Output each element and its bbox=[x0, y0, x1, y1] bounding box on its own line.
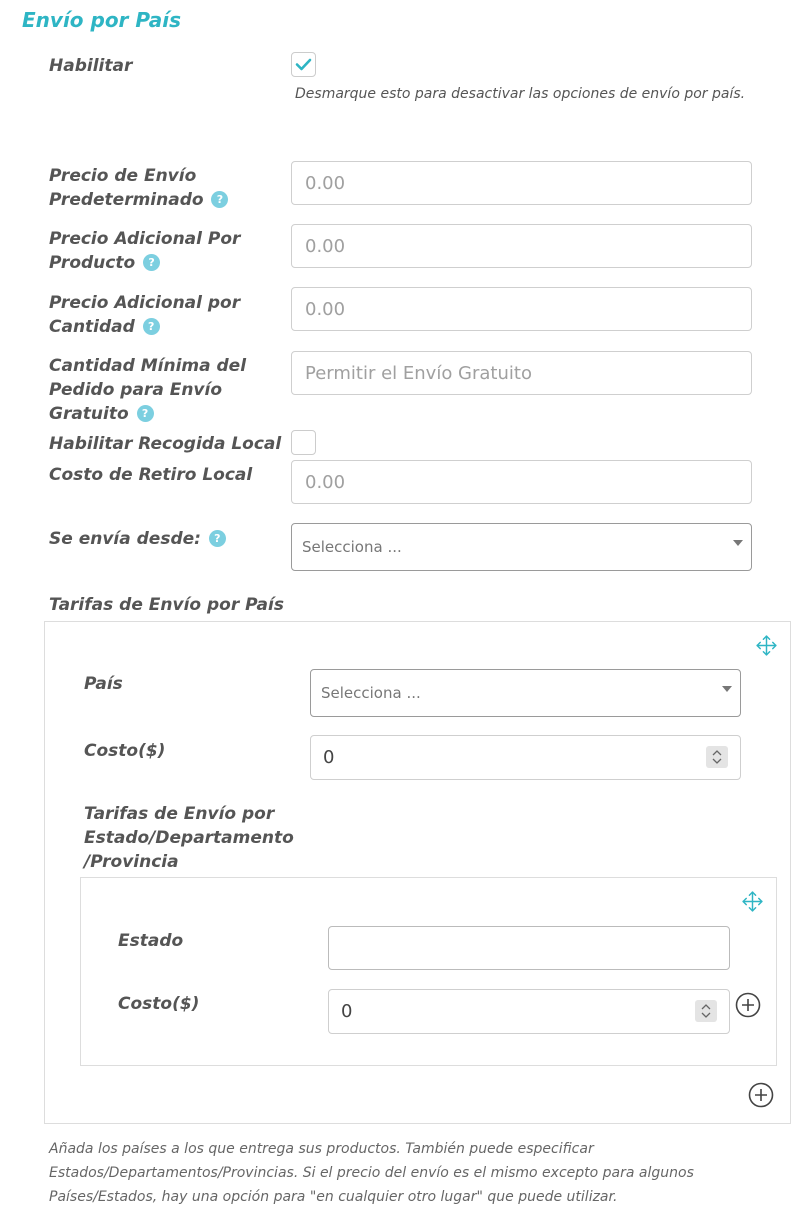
state-rates-panel bbox=[80, 877, 777, 1066]
rates-title: Tarifas de Envío por País bbox=[49, 595, 284, 615]
country-value: Selecciona ... bbox=[321, 684, 421, 702]
enable-label: Habilitar bbox=[49, 56, 133, 76]
state-label: Estado bbox=[118, 931, 184, 951]
caret-down-icon bbox=[722, 686, 732, 692]
add-circle-icon[interactable] bbox=[735, 992, 761, 1018]
free-min-label: Cantidad Mínima del Pedido para Envío Gratuito ? bbox=[49, 356, 247, 424]
add-circle-icon[interactable] bbox=[748, 1082, 774, 1108]
state-rates-title: Tarifas de Envío por Estado/Departamento /Provincia bbox=[84, 804, 294, 872]
country-cost-label: Costo($) bbox=[84, 741, 166, 761]
help-icon[interactable]: ? bbox=[143, 318, 160, 335]
section-title: Envío por País bbox=[22, 8, 182, 32]
ships-from-select[interactable] bbox=[291, 523, 752, 571]
additional-qty-label: Precio Adicional por Cantidad ? bbox=[49, 293, 241, 337]
default-price-label: Precio de Envío Predeterminado ? bbox=[49, 164, 228, 212]
spinner-icon[interactable] bbox=[706, 746, 728, 768]
country-cost-input[interactable] bbox=[310, 735, 741, 780]
state-cost-label: Costo($) bbox=[118, 994, 200, 1014]
state-cost-value: 0 bbox=[341, 1001, 353, 1022]
local-cost-label: Costo de Retiro Local bbox=[49, 465, 253, 485]
help-icon[interactable]: ? bbox=[211, 191, 228, 208]
check-icon bbox=[291, 52, 316, 77]
ships-from-label: Se envía desde: ? bbox=[49, 527, 226, 551]
local-cost-input[interactable] bbox=[291, 460, 752, 504]
local-pickup-label: Habilitar Recogida Local bbox=[49, 434, 282, 454]
move-icon[interactable] bbox=[740, 889, 765, 914]
footer-help-text: Añada los países a los que entrega sus productos. También puede especificar Estados/Departamentos/Provincias. Si el precio del envío es el mismo excepto para algunos Países/Estados, hay una opción para "en cualquier otro lugar" que puede utilizar. bbox=[49, 1141, 694, 1205]
ships-from-value: Selecciona ... bbox=[302, 538, 402, 556]
country-cost-value: 0 bbox=[323, 747, 335, 768]
help-icon[interactable]: ? bbox=[137, 405, 154, 422]
caret-down-icon bbox=[733, 540, 743, 546]
enable-checkbox[interactable] bbox=[291, 52, 316, 77]
additional-product-label: Precio Adicional Por Producto ? bbox=[49, 229, 241, 273]
help-icon[interactable]: ? bbox=[143, 254, 160, 271]
help-icon[interactable]: ? bbox=[209, 530, 226, 547]
local-pickup-checkbox[interactable] bbox=[291, 430, 316, 455]
enable-hint: Desmarque esto para desactivar las opciones de envío por país. bbox=[295, 86, 746, 102]
country-select[interactable] bbox=[310, 669, 741, 717]
state-input[interactable] bbox=[328, 926, 730, 970]
additional-qty-input[interactable] bbox=[291, 287, 752, 331]
move-icon[interactable] bbox=[754, 633, 779, 658]
additional-product-input[interactable] bbox=[291, 224, 752, 268]
free-min-input[interactable] bbox=[291, 351, 752, 395]
spinner-icon[interactable] bbox=[695, 1000, 717, 1022]
default-price-input[interactable] bbox=[291, 161, 752, 205]
country-label: País bbox=[84, 674, 123, 694]
state-cost-input[interactable] bbox=[328, 989, 730, 1034]
